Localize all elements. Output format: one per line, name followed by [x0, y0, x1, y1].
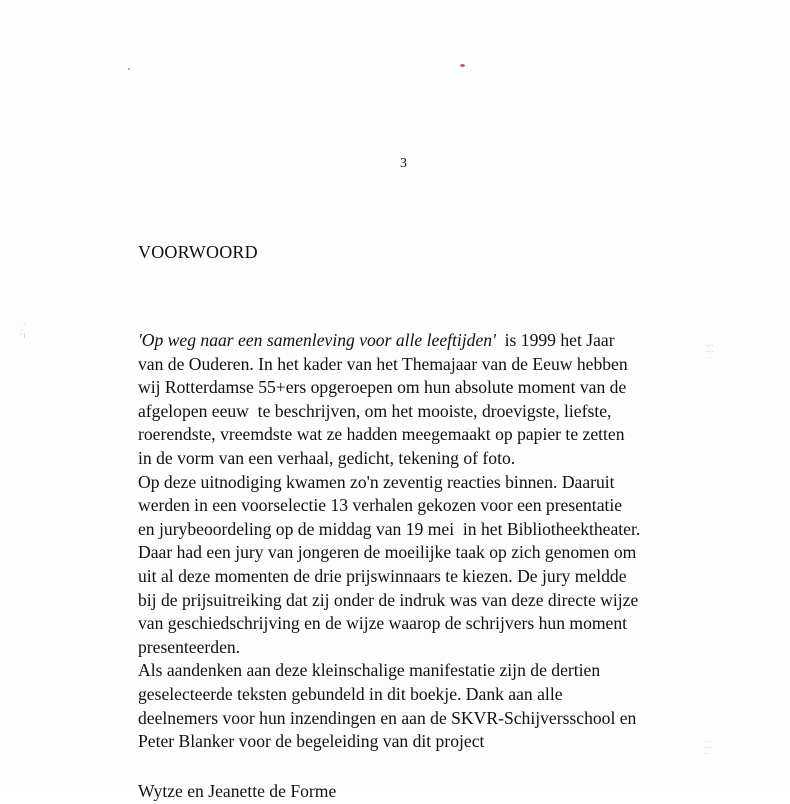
text-line: afgelopen eeuw te beschrijven, om het mooiste, droevigste, liefste, — [138, 400, 612, 421]
motto-text: 'Op weg naar een samenleving voor alle leeftijden' — [138, 330, 496, 350]
text-line-rest: is 1999 het Jaar — [495, 330, 615, 350]
text-line: Peter Blanker voor de begeleiding van dit project — [138, 731, 485, 752]
text-line: Daar had een jury van jongeren de moeilijke taak op zich genomen om — [138, 542, 637, 563]
text-line: presenteerden. — [138, 636, 241, 657]
text-line: wij Rotterdamse 55+ers opgeroepen om hun absolute moment van de — [138, 377, 627, 398]
scan-speck — [460, 64, 465, 67]
section-heading: VOORWOORD — [138, 242, 258, 262]
text-line: in de vorm van een verhaal, gedicht, tekening of foto. — [138, 447, 516, 468]
text-line: roerendste, vreemdste wat ze hadden meegemaakt op papier te zetten — [138, 424, 625, 445]
signature-line: Wytze en Jeanette de Forme — [138, 781, 337, 801]
text-line — [138, 329, 738, 353]
scan-noise: ·· · ·:·· ··· — [704, 739, 712, 758]
text-line: en jurybeoordeling op de middag van 19 mei in het Bibliotheektheater. — [138, 518, 641, 539]
body-paragraph — [138, 329, 738, 754]
text-line: Als aandenken aan deze kleinschalige manifestatie zijn de dertien — [138, 660, 601, 681]
text-line: van geschiedschrijving en de wijze waarop de schrijvers hun moment — [138, 613, 628, 634]
text-line: uit al deze momenten de drie prijswinnaars te kiezen. De jury meldde — [138, 565, 627, 586]
text-line: werden in een voorselectie 13 verhalen gekozen voor een presentatie — [138, 495, 623, 516]
scan-speck — [128, 68, 130, 70]
text-line: Op deze uitnodiging kwamen zo'n zeventig reacties binnen. Daaruit — [138, 471, 615, 492]
scan-noise: · : ·· ’ i — [20, 321, 26, 340]
text-line: deelnemers voor hun inzendingen en aan de SKVR-Schijversschool en — [138, 707, 637, 728]
scan-noise: ·:·· ··:· · · — [706, 343, 714, 362]
text-line: bij de prijsuitreiking dat zij onder de indruk was van deze directe wijze — [138, 589, 639, 610]
text-line: geselecteerde teksten gebundeld in dit boekje. Dank aan alle — [138, 683, 563, 704]
page-number: 3 — [400, 156, 407, 171]
text-line: van de Ouderen. In het kader van het Themajaar van de Eeuw hebben — [138, 353, 628, 374]
